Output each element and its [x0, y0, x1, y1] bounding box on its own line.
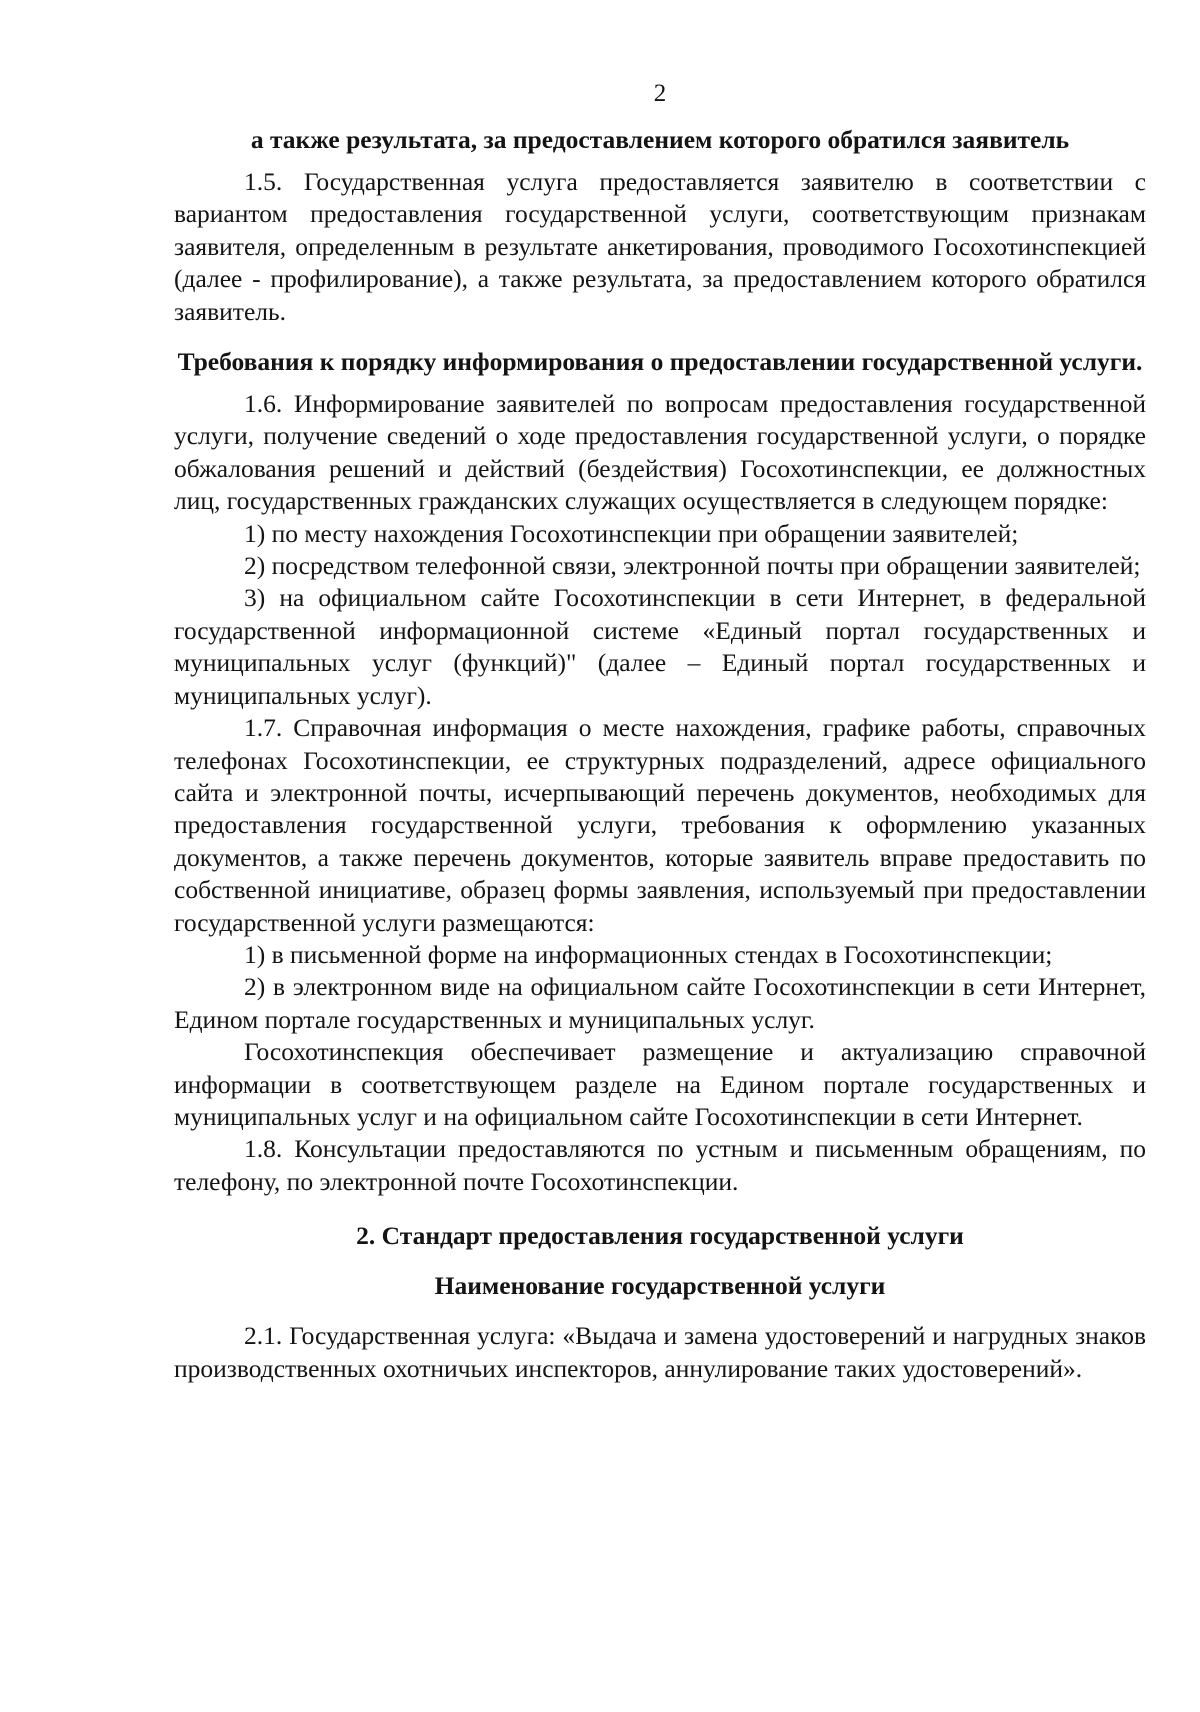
paragraph-1-7-note: Госохотинспекция обеспечивает размещение и актуализацию справочной информации в соответствующем разделе на Едином портале государственных и муниципальных услуг и на официальном сайте Госохотинспекции в сети Интернет. [174, 1037, 1146, 1131]
paragraph-1-7-item-1: 1) в письменной форме на информационных стендах в Госохотинспекции; [244, 939, 1053, 969]
paragraph-1-5: 1.5. Государственная услуга предоставляется заявителю в соответствии с вариантом предоставления государственной услуги, соответствующим признакам заявителя, определенным в результате анкетирования, проводимого Госохотинспекцией (далее - профилирование), а также результата, за предоставлением которого обратился заявитель. [174, 167, 1146, 326]
section-heading-informing: Требования к порядку информирования о предоставлении государственной услуги. [177, 347, 1143, 377]
paragraph-2-1: 2.1. Государственная услуга: «Выдача и замена удостоверений и нагрудных знаков производственных охотничьих инспекторов, аннулирование таких удостоверений». [174, 1321, 1146, 1383]
page-number: 2 [653, 80, 667, 107]
paragraph-1-6: 1.6. Информирование заявителей по вопросам предоставления государственной услуги, получение сведений о ходе предоставления государственной услуги, о порядке обжалования решений и действий (бездействия) Госохотинспекции, ее должностных лиц, государственных гражданских служащих осуществляется в следующем порядке: [174, 389, 1146, 516]
paragraph-1-6-item-2: 2) посредством телефонной связи, электронной почты при обращении заявителей; [244, 551, 1141, 581]
paragraph-1-6-item-1: 1) по месту нахождения Госохотинспекции при обращении заявителей; [244, 518, 1019, 548]
paragraph-1-6-item-3: 3) на официальном сайте Госохотинспекции в сети Интернет, в федеральной государственной информационной системе «Единый портал государственных и муниципальных услуг (функций)" (далее – Единый портал государственных и муниципальных услуг). [174, 583, 1146, 710]
section-heading-standard: 2. Стандарт предоставления государственной услуги [356, 1221, 964, 1251]
paragraph-1-7: 1.7. Справочная информация о месте нахождения, графике работы, справочных телефонах Госохотинспекции, ее структурных подразделений, адресе официального сайта и электронной почты, исчерпывающий перечень документов, необходимых для предоставления государственной услуги, требования к оформлению указанных документов, а также перечень документов, которые заявитель вправе предоставить по собственной инициативе, образец формы заявления, используемый при предоставлении государственной услуги размещаются: [174, 713, 1146, 937]
paragraph-1-7-item-2: 2) в электронном виде на официальном сайте Госохотинспекции в сети Интернет, Едином портале государственных и муниципальных услуг. [174, 972, 1146, 1034]
paragraph-1-8: 1.8. Консультации предоставляются по устным и письменным обращениям, по телефону, по электронной почте Госохотинспекции. [174, 1134, 1146, 1196]
document-page [174, 78, 1146, 1385]
section-heading-service-name: Наименование государственной услуги [434, 1271, 886, 1301]
section-heading-result: а также результата, за предоставлением которого обратился заявитель [250, 125, 1070, 154]
